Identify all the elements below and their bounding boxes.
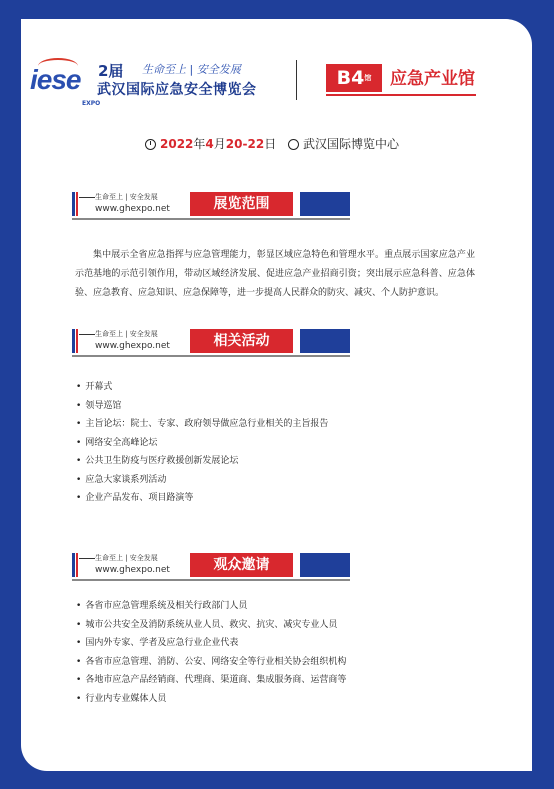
list-item: • 企业产品发布、项目路演等: [76, 489, 328, 508]
hall-underline: [326, 94, 476, 96]
section-title: 相关活动: [190, 329, 293, 353]
section-header-activities: [55, 329, 365, 363]
list-item: • 领导巡馆: [76, 397, 328, 416]
section-underline: [72, 579, 350, 581]
header-divider: [296, 60, 297, 100]
logo-sub: EXPO: [82, 100, 101, 107]
location-pin-icon: [288, 139, 299, 150]
section-url: www.ghexpo.net: [95, 565, 170, 575]
tagline-rule: [79, 334, 95, 335]
expo-name: 武汉国际应急安全博览会: [97, 82, 257, 98]
date-days: 20-22: [225, 137, 265, 151]
section-accent: [72, 192, 75, 216]
hall-name: 应急产业馆: [390, 69, 475, 89]
list-item: • 行业内专业媒体人员: [76, 690, 346, 709]
scope-paragraph: 集中展示全省应急指挥与应急管理能力，彰显区域应急特色和管理水平。重点展示国家应急产业示范基地的示范引领作用，带动区域经济发展、促进应急产业招商引资；突出展示应急科普、应急体验、应急教育、应急知识、应急保障等，进一步提高人民群众的防灾、减灾、个人防护意识。: [75, 250, 475, 298]
tagline-rule: [79, 558, 95, 559]
section-accent-red: [76, 553, 78, 577]
logo-text: iese: [30, 64, 81, 95]
event-venue: [288, 135, 399, 152]
section-tagline: 生命至上 | 安全发展: [95, 330, 158, 338]
list-item: • 公共卫生防疫与医疗救援创新发展论坛: [76, 452, 328, 471]
section-underline: [72, 218, 350, 220]
hall-code: B4: [336, 67, 365, 89]
list-item: • 主旨论坛：院士、专家、政府领导做应急行业相关的主旨报告: [76, 415, 328, 434]
date-day-unit: 日: [264, 137, 277, 151]
hall-code-suffix: 馆: [364, 74, 372, 82]
section-accent: [72, 553, 75, 577]
slogan: 生命至上 | 安全发展: [142, 63, 241, 76]
list-item: • 各地市应急产品经销商、代理商、渠道商、集成服务商、运营商等: [76, 671, 346, 690]
section-header-audience: [55, 553, 365, 587]
list-item: • 网络安全高峰论坛: [76, 434, 328, 453]
section-url: www.ghexpo.net: [95, 204, 170, 214]
list-item: • 开幕式: [76, 378, 328, 397]
section-tagline: 生命至上 | 安全发展: [95, 554, 158, 562]
section-blue-block: [300, 192, 350, 216]
audience-list: [76, 597, 346, 708]
section-blue-block: [300, 553, 350, 577]
event-date: [145, 135, 276, 152]
date-year-unit: 年: [193, 137, 206, 151]
activities-list: [76, 378, 328, 508]
hall-badge: [326, 64, 382, 92]
date-month-unit: 月: [213, 137, 226, 151]
section-accent: [72, 329, 75, 353]
list-item: • 各省市应急管理、消防、公安、网络安全等行业相关协会组织机构: [76, 653, 346, 672]
date-year: 2022: [160, 137, 194, 151]
section-accent-red: [76, 192, 78, 216]
section-header-scope: [55, 192, 365, 226]
date-month: 4: [205, 137, 214, 151]
section-tagline: 生命至上 | 安全发展: [95, 193, 158, 201]
list-item: • 国内外专家、学者及应急行业企业代表: [76, 634, 346, 653]
clock-icon: [145, 139, 156, 150]
edition: 2届: [98, 62, 124, 80]
section-title: 展览范围: [190, 192, 293, 216]
list-item: • 城市公共安全及消防系统从业人员、救灾、抗灾、减灾专业人员: [76, 616, 346, 635]
section-url: www.ghexpo.net: [95, 341, 170, 351]
section-accent-red: [76, 329, 78, 353]
list-item: • 应急大家谈系列活动: [76, 471, 328, 490]
list-item: • 各省市应急管理系统及相关行政部门人员: [76, 597, 346, 616]
tagline-rule: [79, 197, 95, 198]
venue-text: 武汉国际博览中心: [303, 137, 400, 151]
section-title: 观众邀请: [190, 553, 293, 577]
section-underline: [72, 355, 350, 357]
section-blue-block: [300, 329, 350, 353]
